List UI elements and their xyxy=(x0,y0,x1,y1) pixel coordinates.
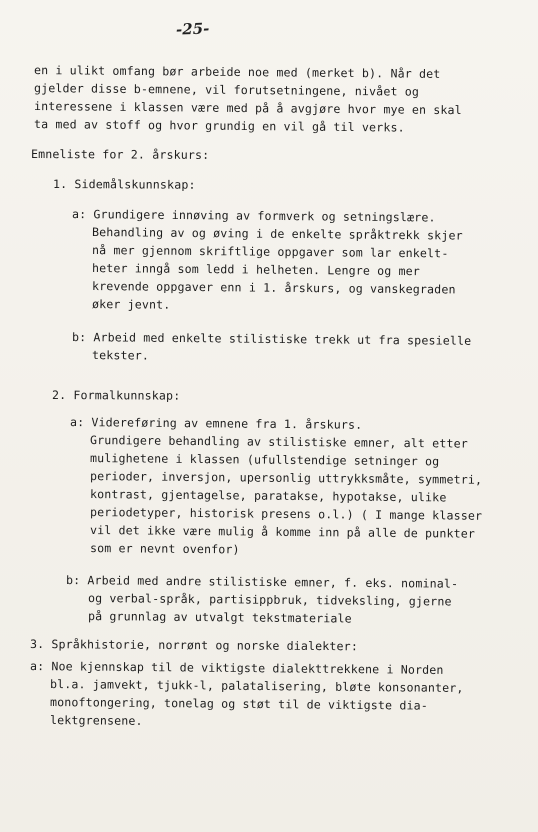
item-line: Behandling av og øving i de enkelte språktrekk skjer xyxy=(91,225,463,243)
item-line: a: Grundigere innøving av formverk og setningslære. xyxy=(71,207,436,225)
item-line: som er nevnt ovenfor) xyxy=(89,541,240,557)
item-line: Grundigere behandling av stilistiske emner, alt etter xyxy=(89,433,468,451)
item-line: krevende oppgaver enn i 1. årskurs, og vanskegraden xyxy=(91,279,456,297)
item-line: heter inngå som ledd i helheten. Lengre og mer xyxy=(91,261,421,279)
item-line: a: Videreføring av emnene fra 1. årskurs. xyxy=(69,415,363,432)
intro-line: en i ulikt omfang bør arbeide noe med (merket b). Når det xyxy=(33,63,441,81)
item-line: lektgrensene. xyxy=(49,713,143,728)
item-line: mulighetene i klassen (ufullstendige setninger og xyxy=(89,451,440,469)
item-line: a: Noe kjennskap til de viktigste dialekttrekkene i Norden xyxy=(29,659,444,677)
list-heading: Emneliste for 2. årskurs: xyxy=(30,147,210,162)
section-title: 1. Sidemålskunnskap: xyxy=(52,177,196,192)
item-line: b: Arbeid med enkelte stilistiske trekk ut fra spesielle xyxy=(71,330,472,348)
item-line: monoftongering, tonelag og støt til de viktigste dia- xyxy=(49,695,428,713)
item-line: og verbal-språk, partisippbruk, tidveksling, gjerne xyxy=(87,591,452,609)
item-line: tekster. xyxy=(91,348,150,363)
intro-line: gjelder disse b-emnene, vil forutsetningene, nivået og xyxy=(33,81,420,99)
intro-line: interessene i klassen være med på å avgjøre hvor mye en skal xyxy=(33,99,462,118)
item-line: på grunnlag av utvalgt tekstmateriale xyxy=(87,609,352,626)
item-line: kontrast, gjentagelse, paratakse, hypotakse, ulike xyxy=(89,487,447,505)
item-line: periodetyper, historisk presens o.l.) ( I mange klasser xyxy=(89,505,483,523)
item-line: b: Arbeid med andre stilistiske emner, f. eks. nominal- xyxy=(65,573,459,591)
item-line: bl.a. jamvekt, tjukk-l, palatalisering, bløte konsonanter, xyxy=(49,677,464,695)
intro-line: ta med av stoff og hvor grundig en vil gå til verks. xyxy=(33,117,405,135)
section-title: 3. Språkhistorie, norrønt og norske dialekter: xyxy=(29,637,359,654)
item-line: øker jevnt. xyxy=(91,297,171,312)
item-line: vil det ikke være mulig å komme inn på alle de punkter xyxy=(89,523,476,541)
item-line: nå mer gjennom skriftlige oppgaver som lar enkelt- xyxy=(91,243,449,261)
item-line: perioder, inversjon, upersonlig uttrykksmåte, symmetri, xyxy=(89,469,483,487)
section-title: 2. Formalkunnskap: xyxy=(51,388,181,403)
page-number: -25- xyxy=(175,19,210,39)
